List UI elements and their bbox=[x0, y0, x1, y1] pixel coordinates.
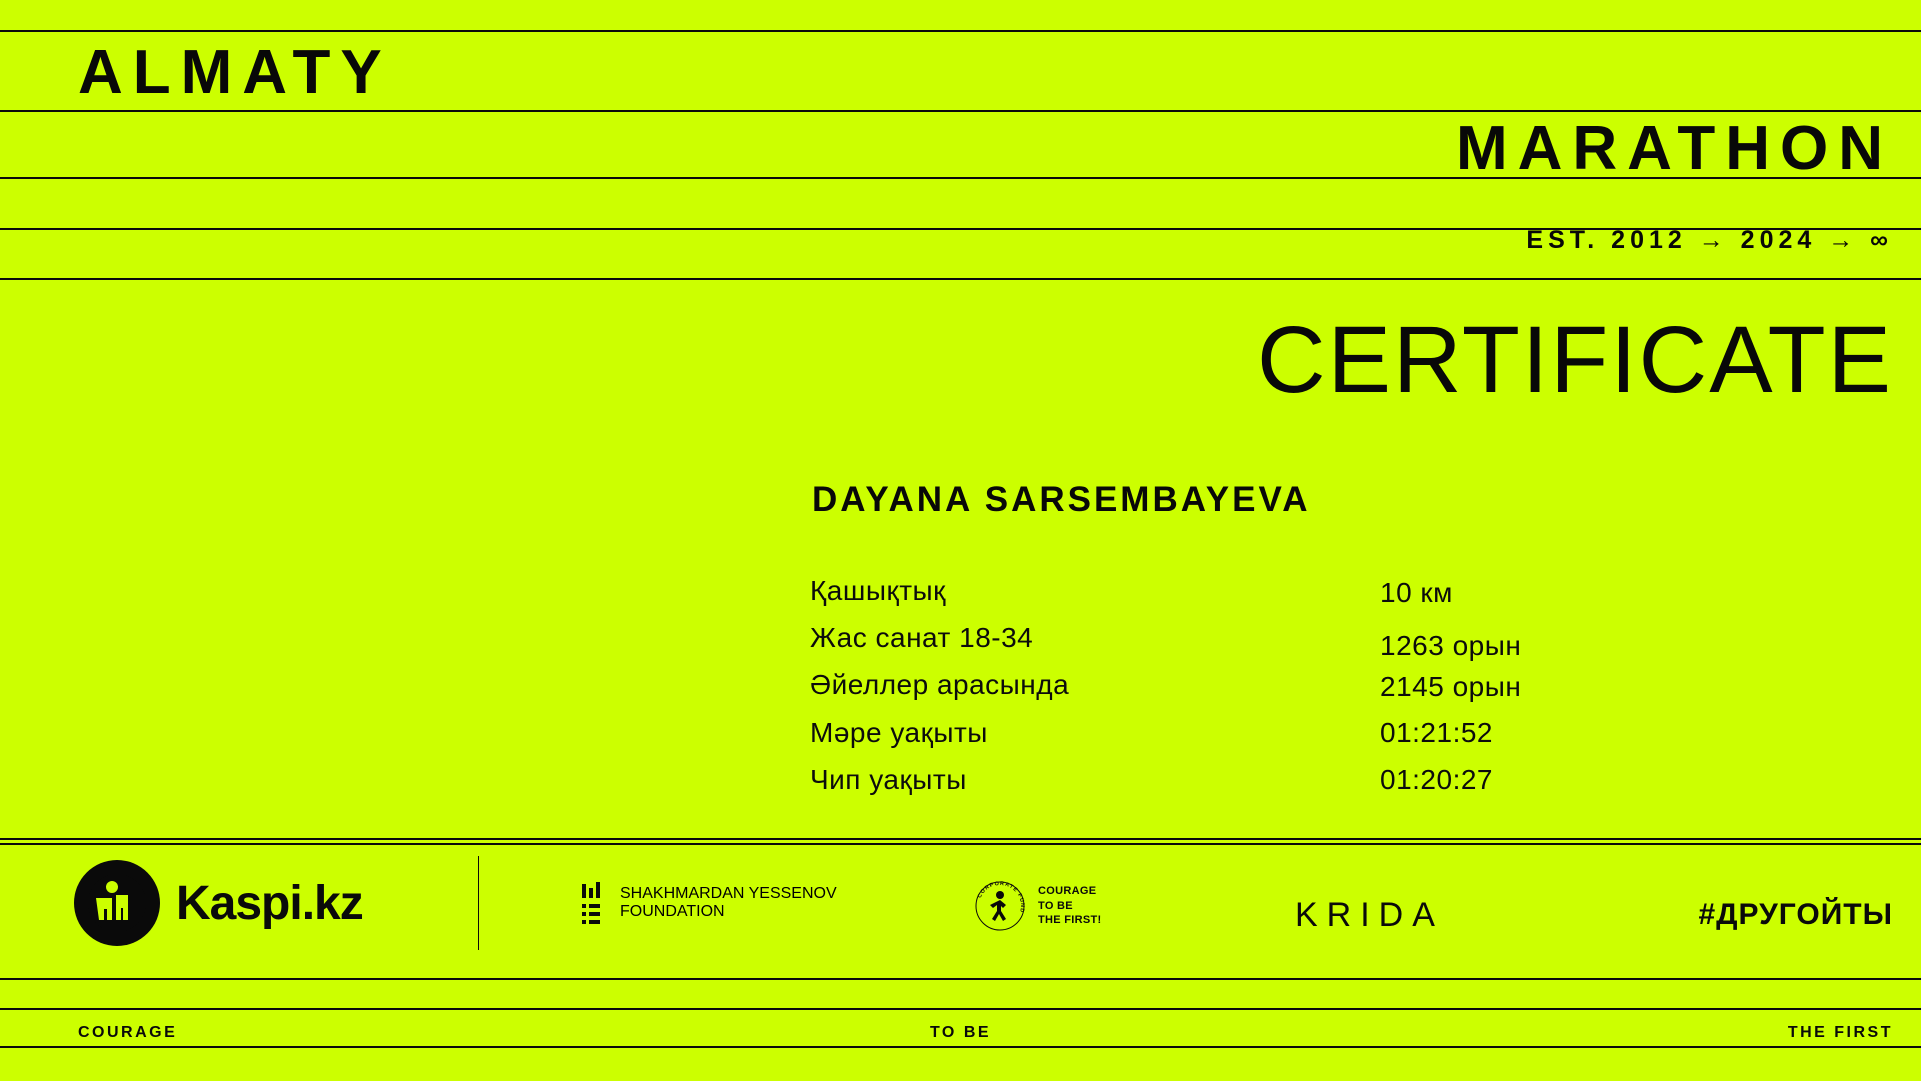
corporate-fund-line-1: COURAGE bbox=[1038, 884, 1097, 897]
result-label: Әйеллер арасында bbox=[810, 669, 1070, 700]
result-label: Қашықтық bbox=[810, 575, 946, 606]
result-label: Чип уақыты bbox=[810, 764, 967, 795]
kaspi-logo-icon bbox=[74, 860, 160, 946]
footer-right: THE FIRST bbox=[1787, 1024, 1893, 1041]
result-value: 01:21:52 bbox=[1380, 717, 1493, 748]
sponsor-yessenov-foundation bbox=[580, 882, 837, 924]
svg-text:CORPORATE FUND: CORPORATE FUND bbox=[976, 880, 1026, 914]
result-row bbox=[810, 764, 1810, 811]
result-row bbox=[810, 717, 1810, 764]
page-title: CERTIFICATE bbox=[1256, 307, 1893, 413]
athlete-name: DAYANA SARSEMBAYEVA bbox=[812, 480, 1311, 519]
result-value: 01:20:27 bbox=[1380, 764, 1493, 795]
sponsor-kaspi bbox=[74, 860, 363, 946]
footer-strip bbox=[0, 1008, 1921, 1046]
kaspi-wordmark: Kaspi.kz bbox=[176, 876, 363, 930]
rule-under-almaty bbox=[0, 110, 1921, 112]
sponsor-corporate-fund bbox=[972, 878, 1102, 934]
result-value: 10 км bbox=[1380, 577, 1453, 608]
city-title: ALMATY bbox=[78, 38, 392, 107]
rule-under-est bbox=[0, 278, 1921, 280]
event-title: MARATHON bbox=[1455, 114, 1893, 183]
yessenov-line-2: FOUNDATION bbox=[620, 903, 725, 920]
rule-top bbox=[0, 30, 1921, 32]
yessenov-line-1: SHAKHMARDAN YESSENOV bbox=[620, 885, 837, 902]
campaign-hashtag: #ДРУГОЙТЫ bbox=[1698, 898, 1893, 931]
corporate-fund-line-2: TO BE bbox=[1038, 899, 1073, 912]
result-row bbox=[810, 622, 1810, 669]
sponsor-divider bbox=[478, 856, 479, 950]
sponsor-krida: KRIDA bbox=[1295, 896, 1444, 934]
corporate-fund-icon bbox=[972, 878, 1028, 934]
established-line: EST. 2012 → 2024 → ∞ bbox=[1526, 226, 1893, 254]
result-value: 2145 орын bbox=[1380, 671, 1522, 702]
corporate-fund-line-3: THE FIRST! bbox=[1038, 914, 1102, 927]
result-label: Мәре уақыты bbox=[810, 717, 988, 748]
corporate-fund-wordmark bbox=[1038, 884, 1102, 929]
result-row bbox=[810, 575, 1810, 622]
yessenov-bars-icon bbox=[580, 882, 608, 924]
yessenov-wordmark bbox=[620, 885, 837, 921]
results-table bbox=[810, 575, 1810, 811]
result-row bbox=[810, 669, 1810, 717]
result-label: Жас санат 18-34 bbox=[810, 622, 1034, 653]
footer-left: COURAGE bbox=[78, 1024, 178, 1041]
rule-under-sponsors bbox=[0, 978, 1921, 980]
result-value: 1263 орын bbox=[1380, 630, 1522, 661]
rule-under-footer bbox=[0, 1046, 1921, 1048]
footer-center: TO BE bbox=[929, 1024, 992, 1041]
sponsor-strip bbox=[0, 838, 1921, 978]
